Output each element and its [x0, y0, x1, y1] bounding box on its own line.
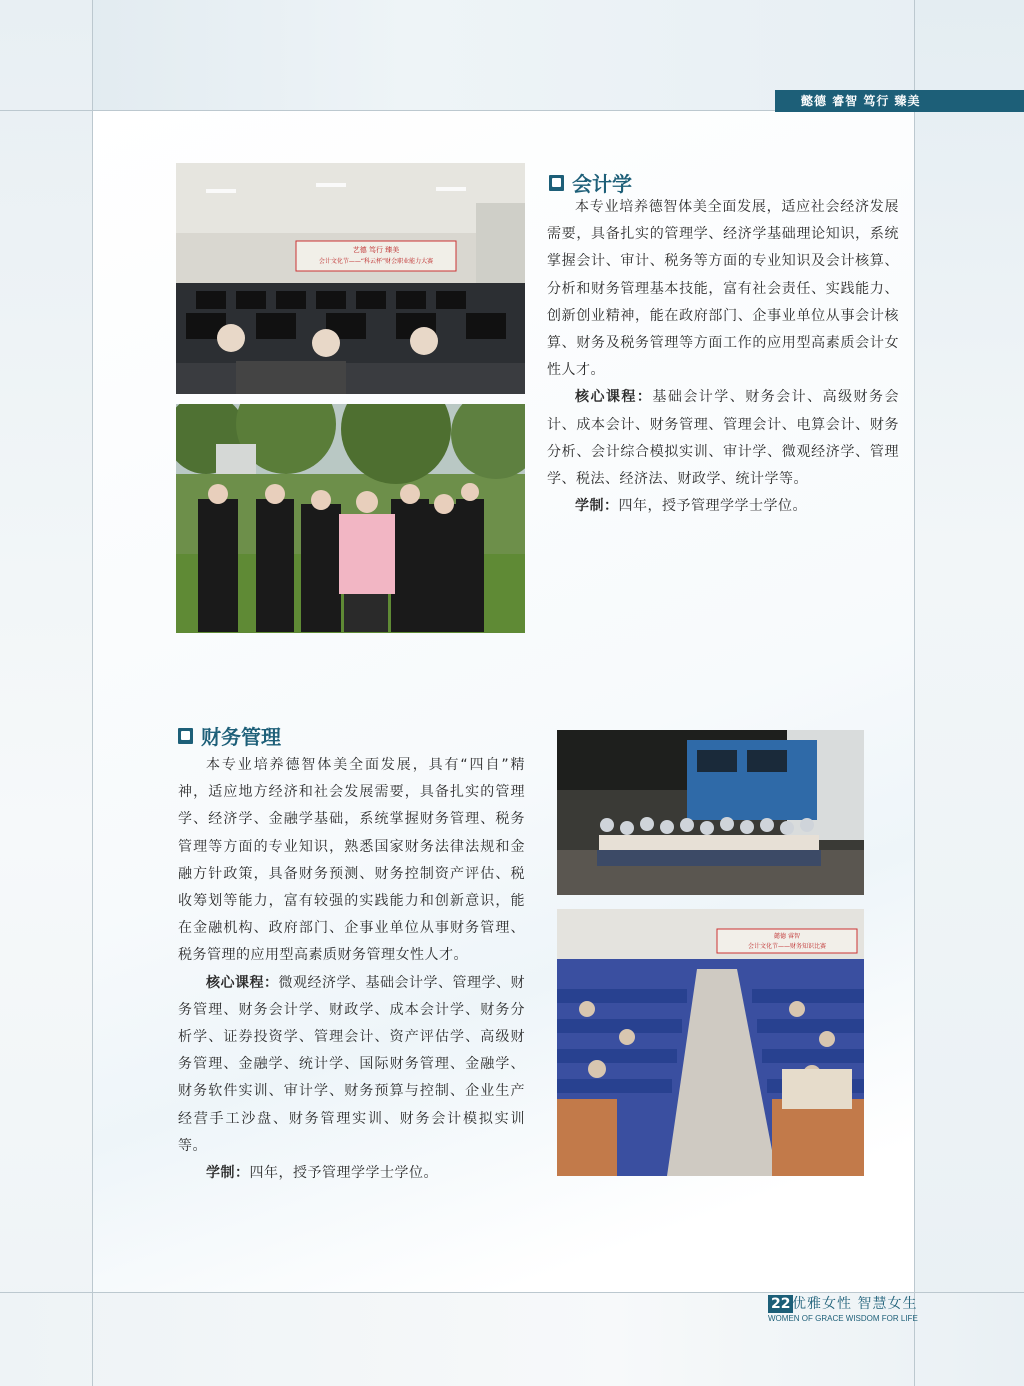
- finance-core-courses: [178, 970, 525, 1160]
- finance-body: [178, 752, 525, 1187]
- right-margin-background: [914, 0, 1024, 1386]
- system-text: 四年，授予管理学学士学位。: [618, 498, 807, 515]
- photo-banner-text: 会计文化节——财务知识比赛: [747, 943, 827, 950]
- page-number: 22: [768, 1295, 793, 1313]
- accounting-intro: 本专业培养德智体美全面发展，适应社会经济发展需要，具备扎实的管理学、经济学基础理论知识，系统掌握会计、审计、税务等方面的专业知识及会计核算、分析和财务管理基本技能，富有社会责任、实践能力、创新创业精神，能在政府部门、企事业单位从事会计核算、财务及税务管理等方面工作的应用型高素质会计女性人才。: [547, 199, 899, 379]
- section-title-finance: [178, 721, 281, 750]
- section-title-text: 财务管理: [201, 725, 281, 749]
- photo-exam-hall: [557, 909, 864, 1176]
- section-title-text: 会计学: [572, 172, 632, 196]
- accounting-core-courses: [547, 384, 899, 493]
- accounting-body: [547, 194, 899, 520]
- photo-banner-text: 会计文化节——“科云杯”财会职业能力大赛: [318, 258, 434, 265]
- accounting-system: [547, 493, 899, 520]
- book-icon: [178, 728, 193, 744]
- photo-graduation-group: [176, 404, 525, 633]
- core-courses-label: 核心课程：: [575, 389, 653, 406]
- book-icon: [549, 175, 564, 191]
- core-courses-label: 核心课程：: [206, 974, 279, 991]
- core-courses-text: 基础会计学、财务会计、高级财务会计、成本会计、财务管理、管理会计、电算会计、财务分析、会计综合模拟实训、审计学、微观经济学、管理学、税法、经济法、财政学、统计学等。: [547, 389, 899, 488]
- system-label: 学制：: [206, 1165, 250, 1182]
- photo-computer-lab: [176, 163, 525, 394]
- divider-line: [914, 0, 915, 1386]
- photo-banner-text: 艺德 笃行 臻美: [352, 246, 400, 254]
- section-title-accounting: [549, 168, 632, 197]
- divider-line: [92, 0, 93, 1386]
- system-label: 学制：: [575, 498, 619, 515]
- system-text: 四年，授予管理学学士学位。: [249, 1165, 438, 1182]
- photo-banner-text: 懿德 睿智: [774, 933, 800, 940]
- finance-intro: 本专业培养德智体美全面发展，具有“四自”精神，适应地方经济和社会发展需要，具备扎实的管理学、经济学、金融学基础，系统掌握财务管理、税务管理等方面的专业知识，熟悉国家财务法律法规和金融方针政策，具备财务预测、财务控制资产评估、税收筹划等能力，富有较强的实践能力和创新意识，能在金融机构、政府部门、企事业单位从事财务管理、税务管理的应用型高素质财务管理女性人才。: [178, 757, 525, 964]
- finance-system: [178, 1160, 525, 1187]
- footer-slogan-en: WOMEN OF GRACE WISDOM FOR LIFE: [768, 1314, 918, 1323]
- left-margin-background: [0, 0, 92, 1386]
- footer-slogan-cn: 优雅女性 智慧女生: [792, 1296, 918, 1312]
- photo-train-group: [557, 730, 864, 895]
- core-courses-text: 微观经济学、基础会计学、管理学、财务管理、财务会计学、财政学、成本会计学、财务分析学、证券投资学、管理会计、资产评估学、高级财务管理、金融学、统计学、国际财务管理、金融学、财务软件实训、审计学、财务预算与控制、企业生产经营手工沙盘、财务管理实训、财务会计模拟实训等。: [178, 974, 525, 1154]
- header-slogan: 懿德 睿智 笃行 臻美: [775, 90, 1024, 112]
